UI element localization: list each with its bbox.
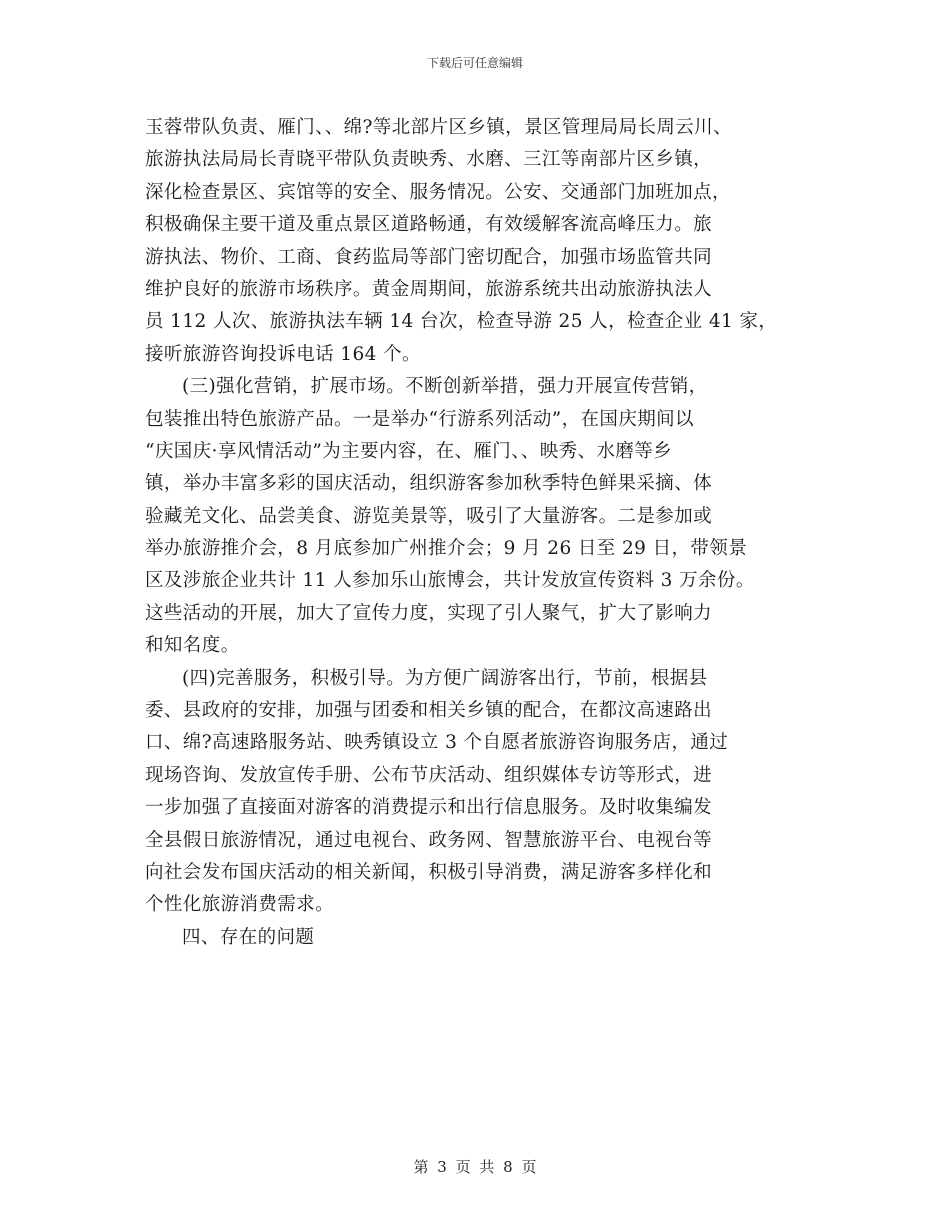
text-line: 包装推出特色旅游产品。一是举办“行游系列活动”，在国庆期间以 (145, 408, 694, 430)
text-line: 深化检查景区、宾馆等的安全、服务情况。公安、交通部门加班加点， (145, 181, 731, 203)
text-line: 区及涉旅企业共计 11 人参加乐山旅博会，共计发放宣传资料 3 万余份。 (145, 570, 755, 592)
text-line: 这些活动的开展，加大了宣传力度，实现了引人聚气，扩大了影响力 (145, 602, 713, 624)
text-line: 现场咨询、发放宣传手册、公布节庆活动、组织媒体专访等形式，进 (145, 764, 713, 786)
text-line: 镇，举办丰富多彩的国庆活动，组织游客参加秋季特色鲜果采摘、体 (145, 473, 713, 495)
text-line: 维护良好的旅游市场秩序。黄金周期间，旅游系统共出动旅游执法人 (145, 278, 713, 300)
text-line: 接听旅游咨询投诉电话 164 个。 (145, 343, 421, 365)
text-line: 积极确保主要干道及重点景区道路畅通，有效缓解客流高峰压力。旅 (145, 214, 713, 236)
page-number-footer: 第 3 页 共 8 页 (413, 1158, 537, 1176)
text-line: 向社会发布国庆活动的相关新闻，积极引导消费，满足游客多样化和 (145, 861, 713, 883)
text-line: 员 112 人次、旅游执法车辆 14 台次，检查导游 25 人，检查企业 41 家， (145, 311, 778, 333)
text-line: 一步加强了直接面对游客的消费提示和出行信息服务。及时收集编发 (145, 797, 713, 819)
text-line: 验藏羌文化、品尝美食、游览美景等，吸引了大量游客。二是参加或 (145, 505, 713, 527)
text-line: 游执法、物价、工商、食药监局等部门密切配合，加强市场监管共同 (145, 246, 713, 268)
section-3-heading-line: (三)强化营销，扩展市场。不断创新举措，强力开展宣传营销， (182, 376, 708, 398)
text-line: 个性化旅游消费需求。 (145, 894, 335, 916)
text-line: 玉蓉带队负责、雁门、、绵?等北部片区乡镇，景区管理局局长周云川、 (145, 117, 732, 138)
text-line: “庆国庆·享风情活动”为主要内容，在、雁门、、映秀、水磨等乡 (145, 440, 673, 462)
text-line: 举办旅游推介会，8 月底参加广州推介会；9 月 26 日至 29 日，带领景 (145, 538, 748, 560)
page-header: 下载后可任意编辑 (426, 56, 523, 70)
text-line: 口、绵?高速路服务站、映秀镇设立 3 个自愿者旅游咨询服务店，通过 (145, 732, 729, 754)
text-line: 全县假日旅游情况，通过电视台、政务网、智慧旅游平台、电视台等 (145, 829, 713, 851)
text-line: 旅游执法局局长青晓平带队负责映秀、水磨、三江等南部片区乡镇， (145, 149, 713, 171)
document-body (145, 112, 825, 954)
section-heading-problems: 四、存在的问题 (182, 926, 315, 948)
section-4-heading-line: (四)完善服务，积极引导。为方便广阔游客出行，节前，根据县 (182, 667, 708, 689)
text-line: 和知名度。 (145, 635, 240, 657)
text-line: 委、县政府的安排，加强与团委和相关乡镇的配合，在都汶高速路出 (145, 700, 713, 722)
